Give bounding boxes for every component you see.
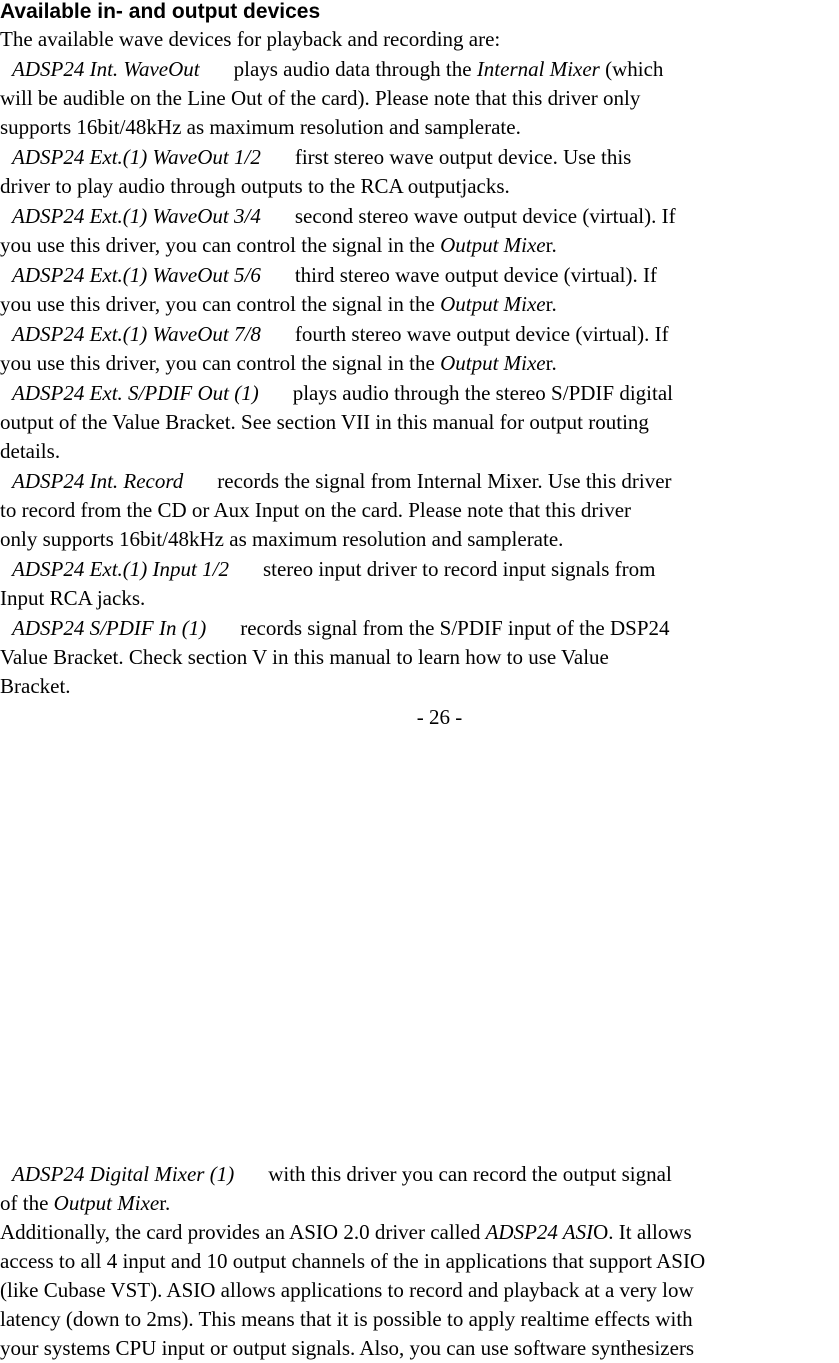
device-desc-line [0,1189,170,1218]
device-desc-line: Value Bracket. Check section V in this manual to learn how to use Value [0,645,609,669]
device-name: ADSP24 S/PDIF In (1) [12,616,207,640]
device-desc: of the [0,1191,54,1215]
asio-paragraph-line [0,1218,692,1247]
device-desc: records the signal from Internal Mixer. Use this driver [217,469,672,493]
device-desc-emphasis: Output Mixe [53,1191,160,1215]
device-entry-waveout-12 [0,143,631,172]
device-name: ADSP24 Digital Mixer (1) [12,1162,235,1186]
device-desc: (which [599,57,664,81]
asio-text: O. It allows [593,1220,692,1244]
device-desc-line: Bracket. [0,674,71,698]
device-entry-waveout-56 [0,261,657,290]
device-desc-line: only supports 16bit/48kHz as maximum resolution and samplerate. [0,527,564,551]
device-desc: r. [159,1191,171,1215]
device-desc: you use this driver, you can control the signal in the [0,233,441,257]
device-desc-emphasis: Output Mixe [440,292,546,316]
device-desc-emphasis: Internal Mixer [476,57,600,81]
device-desc: fourth stereo wave output device (virtual). If [294,322,669,346]
device-name: ADSP24 Ext.(1) Input 1/2 [12,557,229,581]
device-desc: plays audio data through the [233,57,477,81]
intro-text: The available wave devices for playback and recording are: [0,27,501,51]
device-entry-int-record [0,467,672,496]
device-entry-input-12 [0,555,655,584]
device-desc: you use this driver, you can control the signal in the [0,351,441,375]
device-name: ADSP24 Ext.(1) WaveOut 1/2 [12,145,261,169]
device-desc: third stereo wave output device (virtual). If [294,263,657,287]
device-desc-line: supports 16bit/48kHz as maximum resolution and samplerate. [0,115,521,139]
device-desc: plays audio through the stereo S/PDIF digital [292,381,673,405]
device-desc: stereo input driver to record input signals from [262,557,656,581]
device-desc: you use this driver, you can control the signal in the [0,292,441,316]
device-desc-line: to record from the CD or Aux Input on the card. Please note that this driver [0,498,632,522]
device-entry-spdif-out [0,379,673,408]
asio-paragraph-line: access to all 4 input and 10 output channels of the in applications that support ASIO [0,1249,706,1273]
device-desc-line: details. [0,439,61,463]
device-desc: with this driver you can record the output signal [268,1162,672,1186]
device-entry-int-waveout [0,55,663,84]
device-name: ADSP24 Ext. S/PDIF Out (1) [12,381,259,405]
asio-text: Additionally, the card provides an ASIO 2.0 driver called [0,1220,486,1244]
asio-paragraph-line: your systems CPU input or output signals. Also, you can use software synthesizers [0,1336,695,1360]
device-desc-emphasis: Output Mixe [440,233,546,257]
device-desc: records signal from the S/PDIF input of the DSP24 [240,616,670,640]
device-name: ADSP24 Int. Record [12,469,184,493]
device-entry-digital-mixer [0,1160,672,1189]
device-entry-waveout-78 [0,320,669,349]
device-entry-spdif-in [0,614,670,643]
device-desc: r. [545,351,557,375]
device-name: ADSP24 Ext.(1) WaveOut 7/8 [12,322,261,346]
device-desc: second stereo wave output device (virtual). If [294,204,676,228]
device-name: ADSP24 Ext.(1) WaveOut 5/6 [12,263,261,287]
device-desc-line: driver to play audio through outputs to the RCA outputjacks. [0,174,510,198]
page-number: - 26 - [416,705,463,729]
device-desc-line: will be audible on the Line Out of the card). Please note that this driver only [0,86,641,110]
device-desc: r. [545,292,557,316]
device-desc-line [0,290,557,319]
device-desc-line [0,231,557,260]
asio-paragraph-line: (like Cubase VST). ASIO allows applications to record and playback at a very low [0,1278,694,1302]
device-desc-emphasis: Output Mixe [440,351,546,375]
device-desc-line: output of the Value Bracket. See section VII in this manual for output routing [0,410,649,434]
device-desc-line: Input RCA jacks. [0,586,146,610]
device-name: ADSP24 Ext.(1) WaveOut 3/4 [12,204,261,228]
asio-driver-name: ADSP24 ASI [485,1220,594,1244]
asio-paragraph-line: latency (down to 2ms). This means that it is possible to apply realtime effects with [0,1307,693,1331]
section-heading: Available in- and output devices [0,0,321,23]
device-entry-waveout-34 [0,202,676,231]
device-name: ADSP24 Int. WaveOut [12,57,200,81]
device-desc-line [0,349,557,378]
device-desc: first stereo wave output device. Use this [294,145,632,169]
device-desc: r. [545,233,557,257]
